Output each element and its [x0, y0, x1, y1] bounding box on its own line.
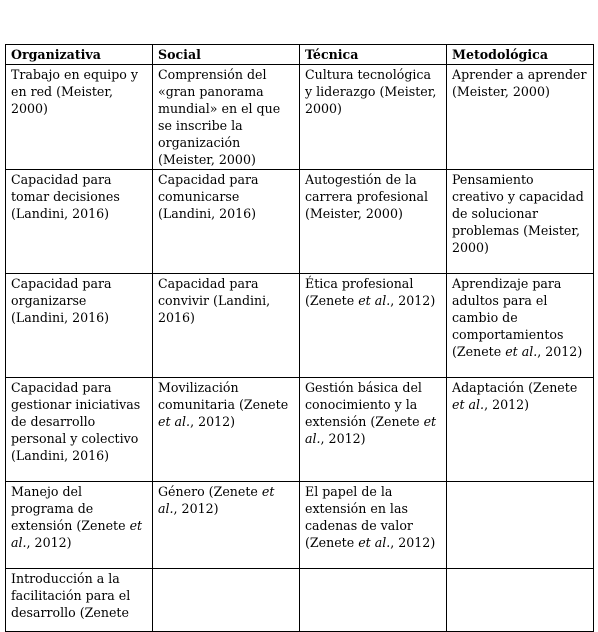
table-row — [6, 274, 594, 378]
table-row — [6, 378, 594, 482]
cell-text: Movilización comunitaria (Zenete — [158, 380, 289, 412]
cell-text: Autogestión de la carrera profesional (Meister, 2000) — [305, 172, 429, 221]
table-cell — [447, 569, 594, 632]
table-cell — [153, 482, 300, 569]
table-cell — [447, 170, 594, 274]
table-cell — [300, 65, 447, 170]
table-row — [6, 170, 594, 274]
cell-text: Comprensión del «gran panorama mundial» en el que se inscribe la organización (Meister, 2000) — [158, 67, 281, 167]
table-cell — [300, 378, 447, 482]
cell-text: Trabajo en equipo y en red (Meister, 2000) — [11, 67, 138, 116]
cell-text: Género (Zenete — [158, 484, 262, 499]
cell-text: Aprendizaje para adultos para el cambio de comportamientos (Zenete — [452, 276, 564, 359]
cell-text: , 2012) — [190, 414, 236, 429]
header-organizativa: Organizativa — [6, 45, 153, 65]
header-social: Social — [153, 45, 300, 65]
cell-text: Capacidad para gestionar iniciativas de desarrollo personal y colectivo (Landini, 2016) — [11, 380, 141, 463]
cell-italic-text: et al. — [305, 414, 437, 446]
cell-text: Gestión básica del conocimiento y la extensión (Zenete — [305, 380, 424, 429]
table-cell — [153, 378, 300, 482]
cell-text: Capacidad para convivir (Landini, 2016) — [158, 276, 271, 325]
cell-text: Aprender a aprender (Meister, 2000) — [452, 67, 587, 99]
table-cell — [6, 170, 153, 274]
cell-text: Cultura tecnológica y liderazgo (Meister, 2000) — [305, 67, 437, 116]
table-cell — [300, 482, 447, 569]
header-tecnica: Técnica — [300, 45, 447, 65]
cell-italic-text: et al. — [158, 484, 275, 516]
cell-italic-text: et al. — [452, 397, 485, 412]
cell-text: Adaptación (Zenete — [452, 380, 578, 395]
cell-text: , 2012) — [173, 501, 219, 516]
cell-text: Capacidad para organizarse (Landini, 2016) — [11, 276, 112, 325]
table-cell — [153, 65, 300, 170]
table-cell — [6, 274, 153, 378]
cell-italic-text: et al. — [358, 535, 391, 550]
cell-text: Manejo del programa de extensión (Zenete — [11, 484, 130, 533]
table-cell — [153, 274, 300, 378]
cell-italic-text: et al. — [358, 293, 391, 308]
cell-text: , 2012) — [484, 397, 530, 412]
cell-text: Capacidad para comunicarse (Landini, 2016) — [158, 172, 259, 221]
table-cell — [153, 170, 300, 274]
cell-text: , 2012) — [390, 293, 436, 308]
table-cell — [447, 378, 594, 482]
cell-text: Ética profesional (Zenete — [305, 276, 414, 308]
table-cell — [447, 274, 594, 378]
table-cell — [300, 569, 447, 632]
cell-text: Pensamiento creativo y capacidad de solucionar problemas (Meister, 2000) — [452, 172, 584, 255]
table-cell — [6, 65, 153, 170]
cell-text: , 2012) — [320, 431, 366, 446]
cell-text: El papel de la extensión en las cadenas de valor (Zenete — [305, 484, 413, 550]
table-cell — [447, 482, 594, 569]
cell-italic-text: et al. — [505, 344, 538, 359]
table-row — [6, 65, 594, 170]
header-metodologica: Metodológica — [447, 45, 594, 65]
cell-text: , 2012) — [26, 535, 72, 550]
table-cell — [300, 274, 447, 378]
cell-italic-text: et al. — [158, 414, 191, 429]
table-row — [6, 482, 594, 569]
table-cell — [153, 569, 300, 632]
cell-text: , 2012) — [537, 344, 583, 359]
table-cell — [300, 170, 447, 274]
cell-text: Capacidad para tomar decisiones (Landini, 2016) — [11, 172, 120, 221]
table-cell — [447, 65, 594, 170]
table-row — [6, 569, 594, 632]
table-cell — [6, 378, 153, 482]
cell-text: , 2012) — [390, 535, 436, 550]
table-cell — [6, 569, 153, 632]
cell-text: Introducción a la facilitación para el desarrollo (Zenete — [11, 571, 131, 620]
table-header-row — [6, 45, 594, 65]
competencies-table — [5, 44, 594, 632]
cell-italic-text: et al. — [11, 518, 143, 550]
table-cell — [6, 482, 153, 569]
